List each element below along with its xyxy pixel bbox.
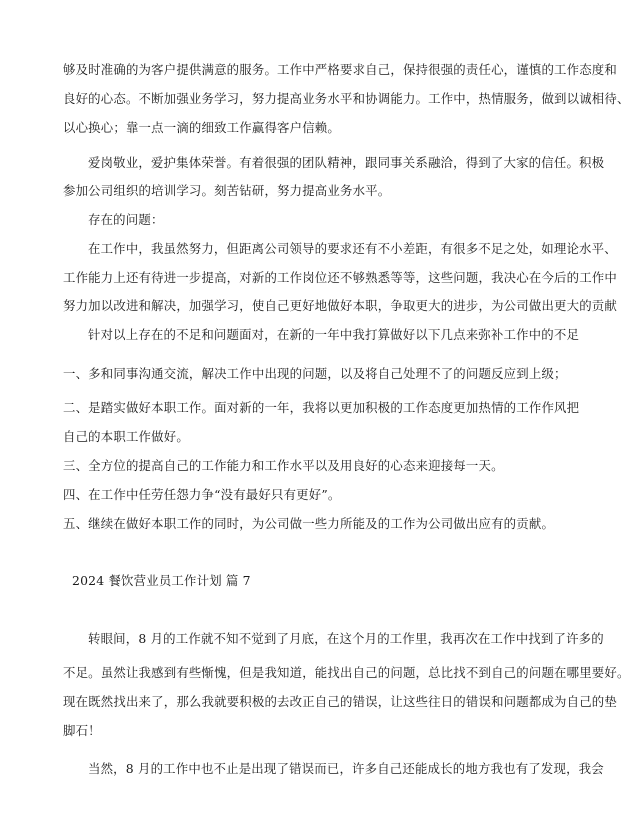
list-item: 二、是踏实做好本职工作。面对新的一年，我将以更加积极的工作态度更加热情的工作作风把 xyxy=(63,400,580,415)
text-line: 现在既然找出来了，那么我就要积极的去改正自己的错误，让这些往日的错误和问题都成为自己的垫 xyxy=(63,694,617,709)
section-heading: 2024 餐饮营业员工作计划 篇 7 xyxy=(72,573,251,588)
text-line: 不足。虽然让我感到有些惭愧，但是我知道，能找出自己的问题，总比找不到自己的问题在哪里要好。 xyxy=(63,665,630,680)
text-line: 良好的心态。不断加强业务学习，努力提高业务水平和协调能力。工作中，热情服务，做到以诚相待、 xyxy=(63,91,630,106)
text-line: 以心换心；靠一点一滴的细致工作赢得客户信赖。 xyxy=(63,120,340,135)
text-line: 在工作中，我虽然努力，但距离公司领导的要求还有不小差距，有很多不足之处，如理论水平、 xyxy=(88,241,617,256)
text-line: 努力加以改进和解决，加强学习，使自己更好地做好本职，争取更大的进步，为公司做出更大的贡献 xyxy=(63,298,617,313)
text-line: 转眼间，8 月的工作就不知不觉到了月底，在这个月的工作里，我再次在工作中找到了许多的 xyxy=(88,631,604,646)
text-line: 脚石！ xyxy=(63,723,101,738)
list-item: 四、在工作中任劳任怨力争“没有最好只有更好”。 xyxy=(63,487,341,502)
text-line: 参加公司组织的培训学习。刻苦钻研，努力提高业务水平。 xyxy=(63,183,391,198)
list-item: 一、多和同事沟通交流，解决工作中出现的问题，以及将自己处理不了的问题反应到上级； xyxy=(63,366,567,381)
text-line: 自己的本职工作做好。 xyxy=(63,429,189,444)
text-line: 爱岗敬业，爱护集体荣誉。有着很强的团队精神，跟同事关系融洽，得到了大家的信任。积极 xyxy=(88,155,605,170)
section-label: 存在的问题： xyxy=(88,212,164,227)
list-item: 三、全方位的提高自己的工作能力和工作水平以及用良好的心态来迎接每一天。 xyxy=(63,458,504,473)
list-item: 五、继续在做好本职工作的同时，为公司做一些力所能及的工作为公司做出应有的贡献。 xyxy=(63,516,555,531)
text-line: 针对以上存在的不足和问题面对，在新的一年中我打算做好以下几点来弥补工作中的不足 xyxy=(88,327,580,342)
text-line: 工作能力上还有待进一步提高，对新的工作岗位还不够熟悉等等，这些问题，我决心在今后的工作中 xyxy=(63,270,617,285)
text-line: 够及时准确的为客户提供满意的服务。工作中严格要求自己，保持很强的责任心，谨慎的工作态度和 xyxy=(63,62,617,77)
text-line: 当然，8 月的工作中也不止是出现了错误而已，许多自己还能成长的地方我也有了发现，我会 xyxy=(88,761,604,776)
